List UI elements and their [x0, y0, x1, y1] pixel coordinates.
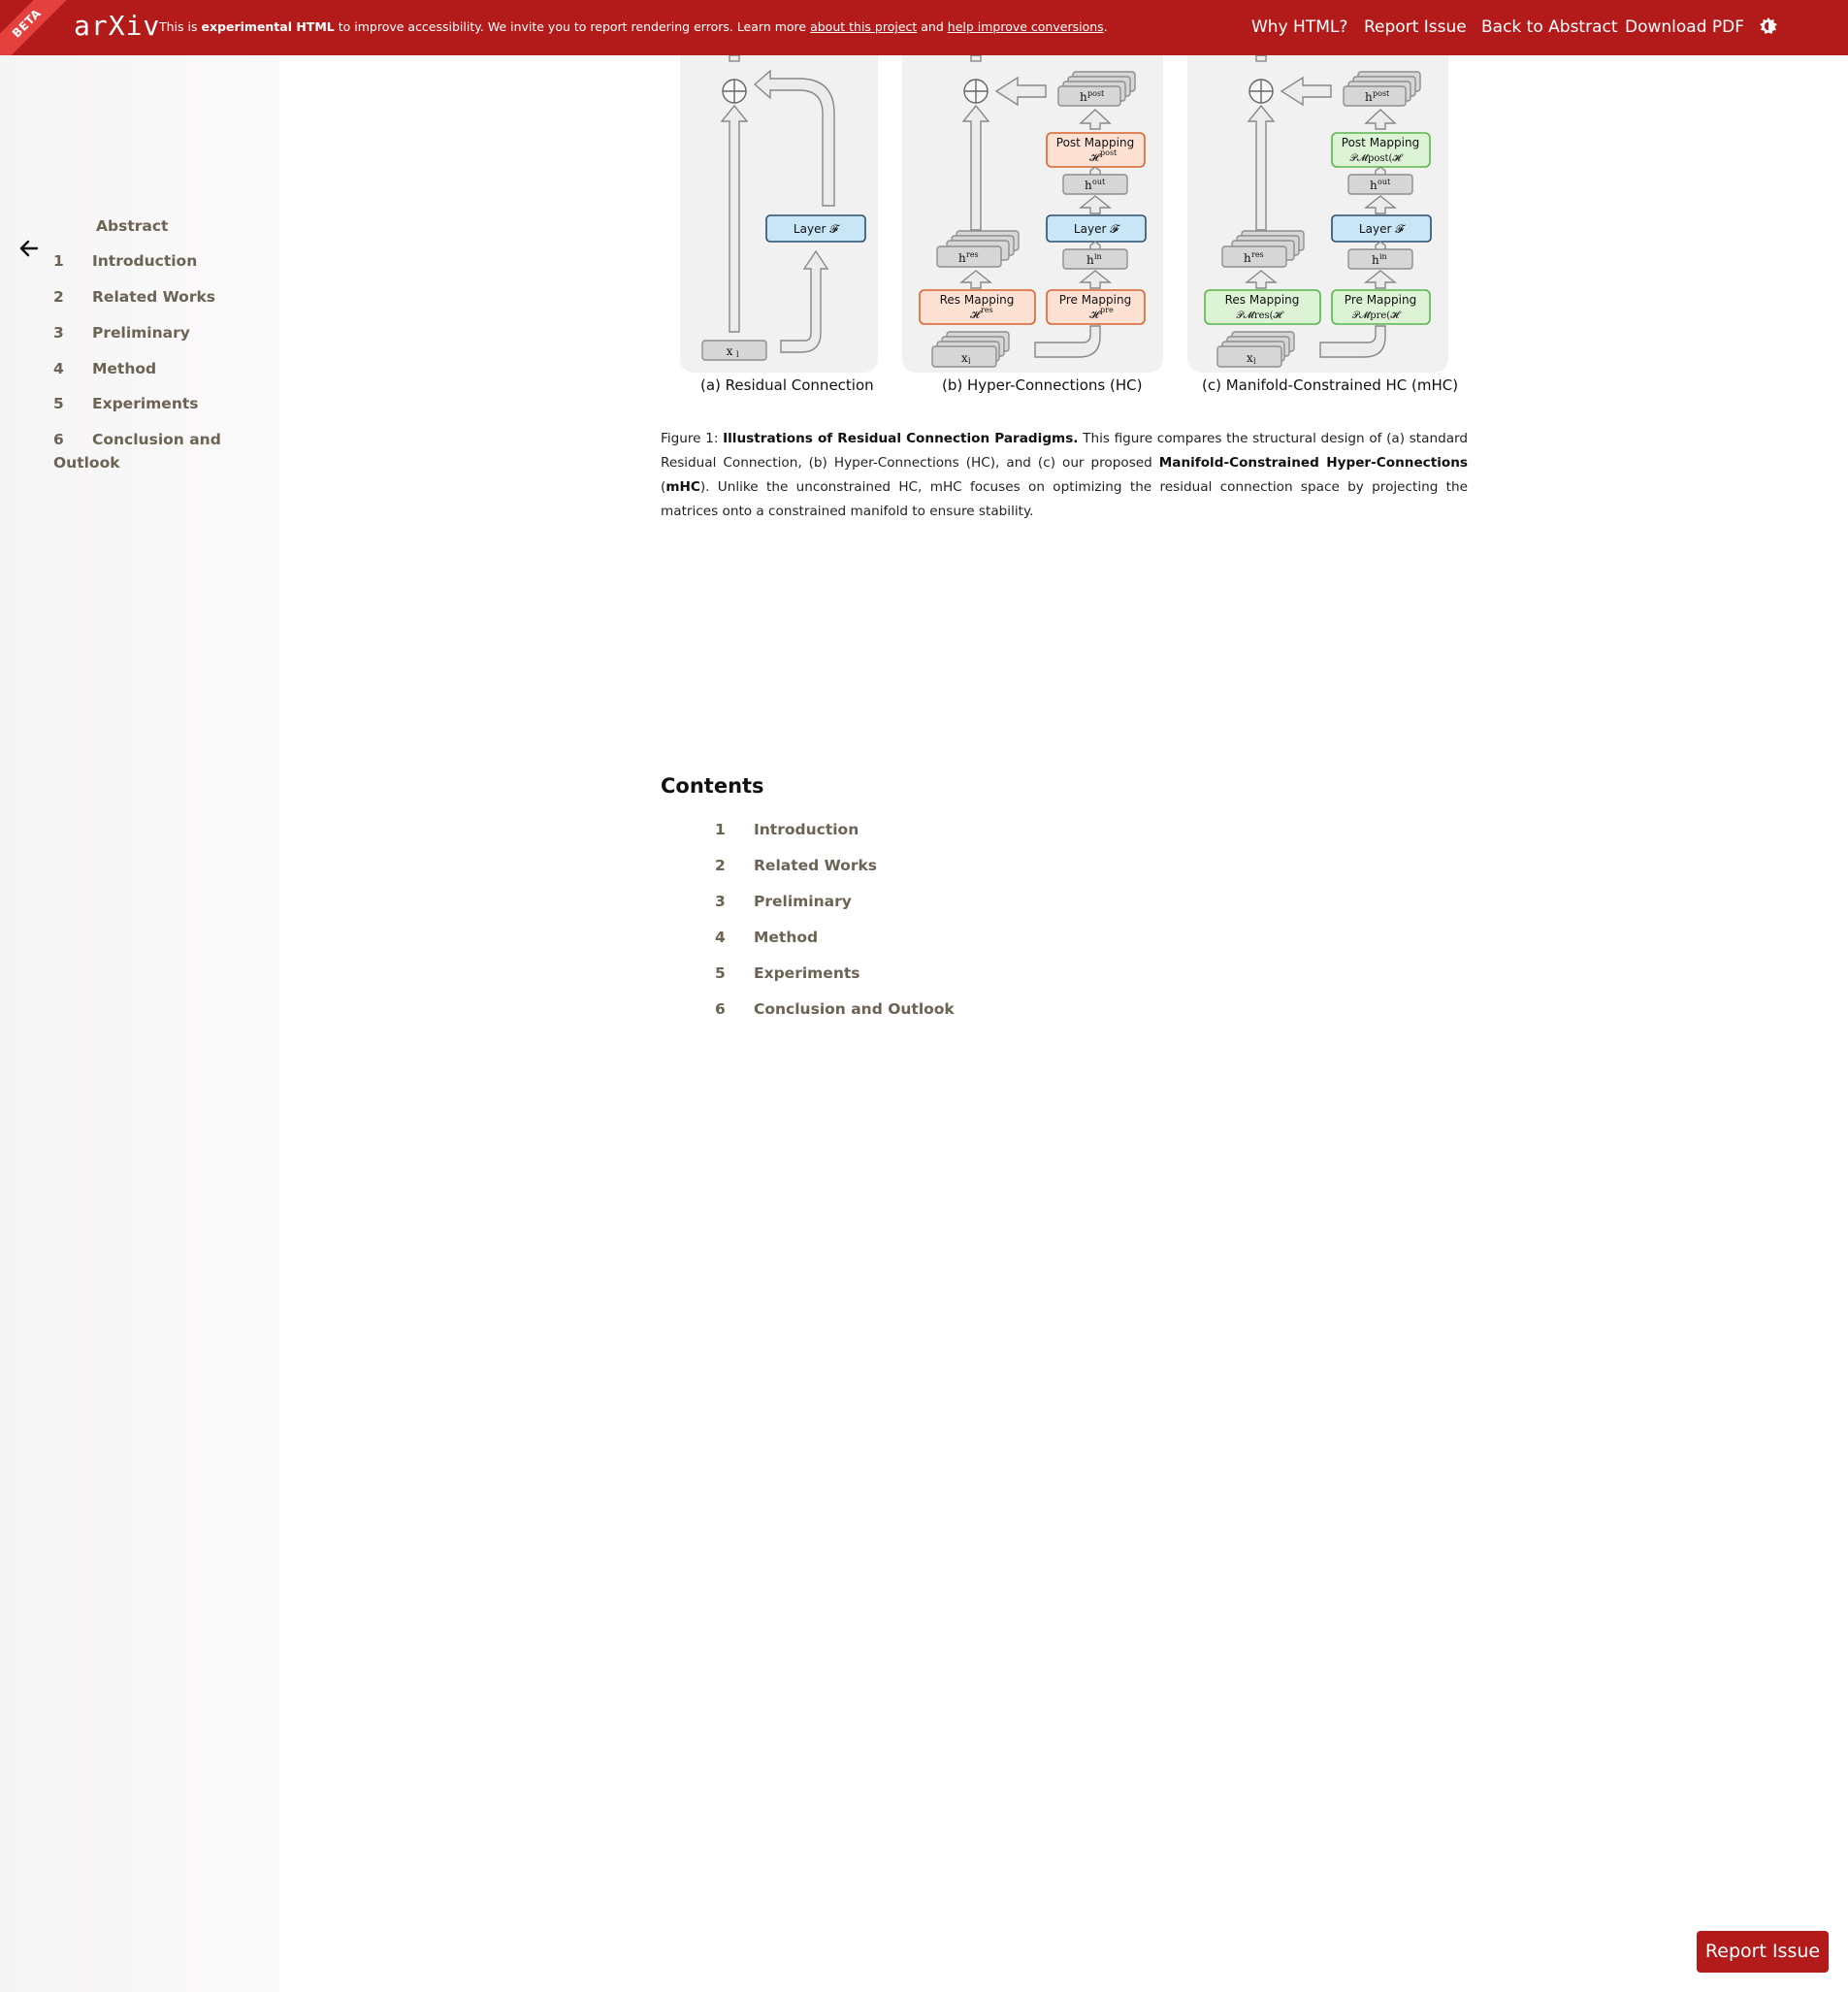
- svg-text:h: h: [1370, 179, 1378, 192]
- svg-text:post: post: [1100, 148, 1118, 157]
- arxiv-logo[interactable]: arXiv: [74, 10, 161, 42]
- svg-text:x: x: [1247, 351, 1253, 365]
- caption-bold-mhc: mHC: [665, 479, 700, 495]
- caption-bold-mhc-name: Manifold-Constrained Hyper-Connections: [1158, 455, 1468, 471]
- caption-text-3: ). Unlike the unconstrained HC, mHC focuses on optimizing the residual connection space by projecting the matrices onto a constrained manifold to ensure stability.: [661, 479, 1468, 519]
- contents-heading: Contents: [661, 774, 764, 798]
- svg-text:l: l: [1253, 357, 1256, 366]
- svg-text:Res Mapping: Res Mapping: [1224, 293, 1300, 307]
- panel-c-background: [1187, 55, 1448, 373]
- panel-a-background: [680, 55, 878, 373]
- notice-prefix: This is: [159, 19, 202, 34]
- toc-item-number: 1: [715, 821, 726, 838]
- report-issue-button[interactable]: Report Issue: [1697, 1931, 1829, 1973]
- svg-text:Post Mapping: Post Mapping: [1055, 136, 1135, 149]
- x-input-box: [702, 341, 766, 360]
- svg-text:l: l: [968, 357, 971, 366]
- sidebar-item-label: Preliminary: [92, 324, 190, 342]
- notice-mid: to improve accessibility. We invite you to report rendering errors. Learn more: [334, 19, 811, 34]
- svg-text:post: post: [1087, 89, 1105, 98]
- toc-item-label: Conclusion and Outlook: [754, 1000, 955, 1018]
- report-issue-link[interactable]: Report Issue: [1364, 17, 1467, 37]
- download-pdf-link[interactable]: Download PDF: [1625, 17, 1745, 37]
- svg-text:res: res: [1251, 250, 1264, 259]
- svg-text:post: post: [1373, 89, 1390, 98]
- svg-text:res: res: [981, 306, 993, 314]
- toc-item-number: 6: [715, 1000, 726, 1018]
- svg-text:𝒫𝓜pre(𝓗: 𝒫𝓜pre(𝓗: [1351, 310, 1400, 321]
- svg-text:Pre Mapping: Pre Mapping: [1344, 293, 1417, 307]
- notice-end: .: [1103, 19, 1108, 34]
- toc-item-number: 3: [715, 893, 726, 910]
- subcaption-b: (b) Hyper-Connections (HC): [942, 376, 1143, 394]
- sidebar-item-label: Abstract: [96, 217, 169, 235]
- svg-text:in: in: [1094, 252, 1102, 261]
- figure-1: [679, 55, 1455, 376]
- toc-item-number: 4: [715, 929, 726, 946]
- caption-text-2: (: [661, 479, 666, 495]
- svg-text:Post Mapping: Post Mapping: [1341, 136, 1420, 149]
- sidebar-item-label: Introduction: [92, 252, 198, 270]
- figure-1-diagram: [679, 55, 1455, 376]
- caption-label: Figure 1:: [661, 431, 724, 446]
- notice-bold: experimental HTML: [201, 19, 335, 34]
- toc-item-number: 5: [715, 964, 726, 982]
- svg-text:Pre Mapping: Pre Mapping: [1058, 293, 1132, 307]
- sidebar-item-label: Related Works: [92, 288, 216, 306]
- sidebar-item-label: Outlook: [53, 454, 120, 472]
- sidebar-item-conclusion-line2[interactable]: [53, 454, 120, 472]
- sidebar-item-label: Method: [92, 360, 157, 377]
- sidebar-item-abstract[interactable]: [96, 217, 168, 235]
- svg-text:x: x: [961, 351, 968, 365]
- toc-sidebar: [0, 55, 279, 1992]
- svg-text:h: h: [1085, 179, 1092, 192]
- svg-text:Layer 𝓕: Layer 𝓕: [1073, 222, 1119, 236]
- sidebar-item-number: 2: [53, 288, 64, 306]
- top-stem: [729, 55, 739, 61]
- beta-ribbon: BETA: [0, 0, 81, 78]
- svg-text:h: h: [1080, 90, 1087, 104]
- sidebar-item-label: Conclusion and: [92, 431, 221, 448]
- sidebar-item-number: 1: [53, 252, 64, 270]
- about-project-link[interactable]: about this project: [810, 19, 918, 34]
- help-improve-link[interactable]: help improve conversions: [947, 19, 1104, 34]
- sidebar-item-label: Experiments: [92, 395, 199, 412]
- sidebar-item-number: 3: [53, 324, 64, 342]
- sidebar-item-number: 5: [53, 395, 64, 412]
- svg-text:𝓗: 𝓗: [1089, 309, 1099, 321]
- toc-item-number: 2: [715, 857, 726, 874]
- svg-text:𝒫𝓜post(𝓗: 𝒫𝓜post(𝓗: [1349, 153, 1402, 164]
- why-html-link[interactable]: Why HTML?: [1251, 17, 1348, 37]
- svg-text:out: out: [1378, 178, 1391, 186]
- svg-text:𝓗: 𝓗: [970, 309, 980, 321]
- toc-item-label: Related Works: [754, 857, 878, 874]
- subcaption-a: (a) Residual Connection: [700, 376, 874, 394]
- svg-text:h: h: [958, 251, 966, 265]
- experimental-html-notice: [159, 19, 1108, 34]
- layer-f-label: Layer 𝓕: [793, 222, 839, 236]
- svg-text:h: h: [1365, 90, 1373, 104]
- svg-text:h: h: [1372, 253, 1379, 267]
- panel-b-background: [902, 55, 1163, 373]
- svg-text:out: out: [1092, 178, 1106, 186]
- svg-text:pre: pre: [1100, 306, 1114, 314]
- svg-text:Res Mapping: Res Mapping: [939, 293, 1015, 307]
- notice-and: and: [917, 19, 948, 34]
- svg-text:𝓗: 𝓗: [1089, 151, 1099, 164]
- top-banner: [0, 0, 1848, 55]
- svg-text:res: res: [966, 250, 979, 259]
- svg-text:h: h: [1244, 251, 1251, 265]
- svg-text:Layer 𝓕: Layer 𝓕: [1358, 222, 1405, 236]
- x-sub: l: [736, 350, 739, 359]
- figure-caption: [661, 427, 1468, 524]
- sidebar-item-number: 6: [53, 431, 64, 448]
- sidebar-item-number: 4: [53, 360, 64, 377]
- toc-item-label: Method: [754, 929, 819, 946]
- x-label: x: [726, 344, 733, 358]
- svg-text:𝒫𝓜res(𝓗: 𝒫𝓜res(𝓗: [1236, 310, 1282, 321]
- caption-text-1: This figure compares the structural design of (a) standard Residual Connection, (b) Hyper-Connections (HC), and (c) our proposed: [661, 431, 1469, 471]
- toc-item-label: Preliminary: [754, 893, 852, 910]
- arrow-left-icon[interactable]: [19, 240, 39, 257]
- toc-item-label: Introduction: [754, 821, 859, 838]
- toc-item-label: Experiments: [754, 964, 860, 982]
- back-to-abstract-link[interactable]: Back to Abstract: [1481, 17, 1618, 37]
- svg-text:in: in: [1379, 252, 1387, 261]
- contrast-gear-icon[interactable]: [1759, 16, 1778, 36]
- subcaption-c: (c) Manifold-Constrained HC (mHC): [1202, 376, 1459, 394]
- caption-title: Illustrations of Residual Connection Paradigms.: [723, 431, 1079, 446]
- svg-text:h: h: [1086, 253, 1094, 267]
